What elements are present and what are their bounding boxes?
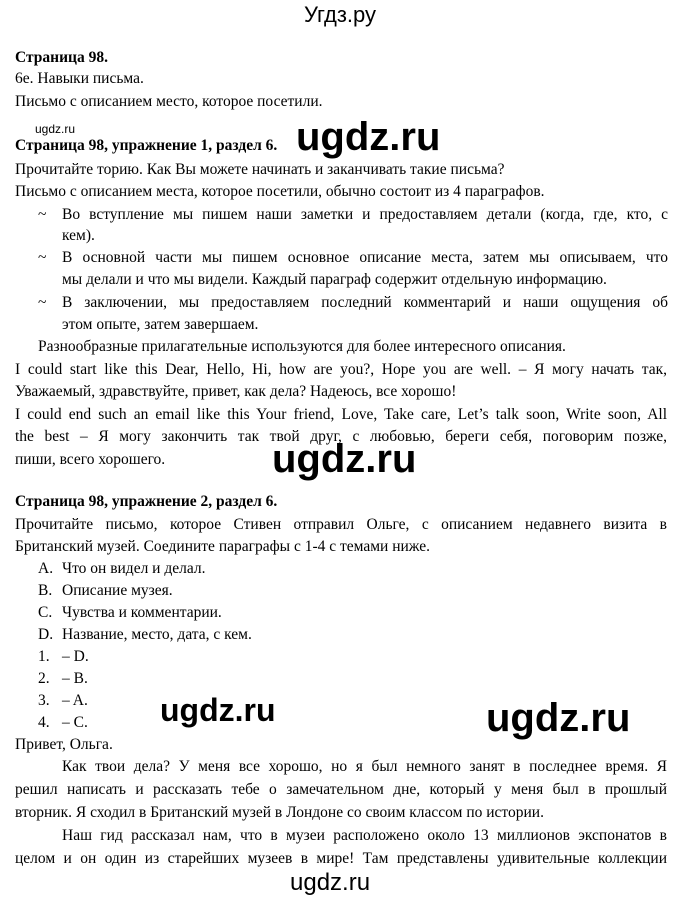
option-text: Описание музея.	[62, 582, 173, 599]
watermark-footer: ugdz.ru	[290, 869, 371, 896]
option-marker: C.	[38, 604, 53, 621]
bullet-marker: ~	[38, 249, 47, 266]
option-marker: D.	[38, 626, 54, 643]
answer-text: – A.	[62, 692, 88, 709]
exercise-1-paragraph: the best – Я могу закончить так твой друг, с любовью, береги себя, поговорим позже,	[15, 428, 667, 445]
bullet-marker: ~	[38, 294, 47, 311]
letter-line: Наш гид рассказал нам, что в музеи расположено около 13 миллионов экспонатов в	[62, 827, 667, 844]
letter-line: вторник. Я сходил в Британский музей в Лондоне со своим классом по истории.	[15, 804, 544, 821]
letter-greeting: Привет, Ольга.	[15, 736, 113, 753]
exercise-1-paragraph: Разнообразные прилагательные используются для более интересного описания.	[38, 338, 566, 355]
exercise-1-paragraph: I could start like this Dear, Hello, Hi, how are you?, Hope you are well. – Я могу начать так,	[15, 361, 667, 378]
answer-text: – C.	[62, 714, 88, 731]
exercise-2-paragraph: Прочитайте письмо, которое Стивен отправил Ольге, с описанием недавнего визита в	[15, 516, 667, 533]
answer-marker: 4.	[38, 714, 50, 731]
bullet-text: кем).	[62, 227, 95, 244]
exercise-2-paragraph: Британский музей. Соедините параграфы с 1-4 с темами ниже.	[15, 538, 431, 555]
watermark-large-1: ugdz.ru	[296, 115, 441, 159]
bullet-text: В основной части мы пишем основное описание места, затем мы описываем, что	[62, 249, 668, 266]
bullet-text: мы делали и что мы видели. Каждый параграф содержит отдельную информацию.	[62, 271, 607, 288]
answer-text: – D.	[62, 648, 89, 665]
letter-line: целом и он один из старейших музеев в мире! Там представлены удивительные коллекции	[15, 850, 667, 867]
exercise-2-title: Страница 98, упражнение 2, раздел 6.	[15, 493, 278, 510]
watermark-large-3: ugdz.ru	[160, 692, 276, 728]
watermark-large-4: ugdz.ru	[486, 696, 631, 740]
option-marker: A.	[38, 560, 54, 577]
exercise-1-paragraph: Уважаемый, здравствуйте, привет, как дела? Надеюсь, все хорошо!	[15, 383, 457, 400]
option-text: Название, место, дата, с кем.	[62, 626, 252, 643]
topic-line: Письмо с описанием место, которое посетили.	[15, 93, 323, 110]
exercise-1-title: Страница 98, упражнение 1, раздел 6.	[15, 137, 278, 154]
bullet-text: Во вступление мы пишем наши заметки и предоставляем детали (когда, где, кто, с	[62, 206, 668, 223]
site-title: Угдз.ру	[303, 2, 377, 27]
option-text: Чувства и комментарии.	[62, 604, 222, 621]
answer-marker: 3.	[38, 692, 50, 709]
answer-marker: 2.	[38, 670, 50, 687]
watermark-large-2: ugdz.ru	[272, 437, 417, 481]
exercise-1-paragraph: Письмо с описанием места, которое посетили, обычно состоит из 4 параграфов.	[15, 183, 545, 200]
answer-text: – B.	[62, 670, 88, 687]
exercise-1-paragraph: Прочитайте торию. Как Вы можете начинать и заканчивать такие письма?	[15, 161, 505, 178]
letter-line: решил написать и рассказать тебе о замечательном дне, который у меня был в прошлый	[15, 781, 667, 798]
bullet-text: В заключении, мы предоставляем последний комментарий и наши ощущения об	[62, 294, 668, 311]
letter-line: Как твои дела? У меня все хорошо, но я был немного занят в последнее время. Я	[62, 758, 667, 775]
answer-marker: 1.	[38, 648, 50, 665]
option-marker: B.	[38, 582, 53, 599]
section-heading: 6е. Навыки письма.	[15, 70, 144, 87]
exercise-1-paragraph: I could end such an email like this Your friend, Love, Take care, Let’s talk soon, Write soon, All	[15, 406, 667, 423]
bullet-text: этом опыте, затем завершаем.	[62, 316, 259, 333]
bullet-marker: ~	[38, 206, 47, 223]
exercise-1-paragraph: пиши, всего хорошего.	[15, 451, 166, 468]
watermark-small: ugdz.ru	[35, 122, 76, 136]
page-heading: Страница 98.	[15, 49, 108, 66]
option-text: Что он видел и делал.	[62, 560, 206, 577]
